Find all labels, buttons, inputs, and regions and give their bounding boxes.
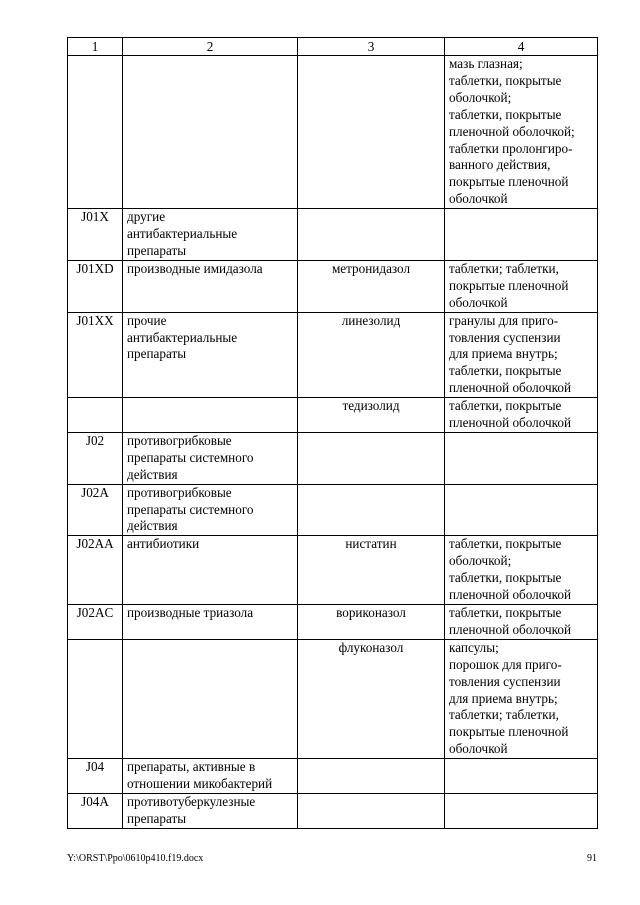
group-name-cell: прочие антибактериальные препараты	[123, 312, 298, 398]
dosage-form-cell	[445, 793, 598, 828]
atc-code-cell: J04A	[68, 793, 123, 828]
document-path: Y:\ORST\Ppo\0610p410.f19.docx	[67, 853, 204, 864]
table-row	[68, 432, 598, 484]
atc-code-cell: J01XX	[68, 312, 123, 398]
dosage-form-cell: капсулы; порошок для приго- товления суспензии для приема внутрь; таблетки; таблетки, покрытые пленочной оболочкой	[445, 639, 598, 758]
inn-cell: линезолид	[298, 312, 445, 398]
dosage-form-cell	[445, 759, 598, 794]
dosage-form-cell: таблетки, покрытые пленочной оболочкой	[445, 398, 598, 433]
atc-code-cell	[68, 398, 123, 433]
group-name-cell: производные имидазола	[123, 260, 298, 312]
table-row	[68, 312, 598, 398]
table-row	[68, 536, 598, 605]
drug-table	[67, 37, 598, 829]
atc-code-cell	[68, 56, 123, 209]
inn-cell	[298, 484, 445, 536]
group-name-cell: противогрибковые препараты системного действия	[123, 484, 298, 536]
group-name-cell: противотуберкулезные препараты	[123, 793, 298, 828]
inn-cell	[298, 209, 445, 261]
atc-code-cell: J02	[68, 432, 123, 484]
dosage-form-cell: таблетки; таблетки, покрытые пленочной оболочкой	[445, 260, 598, 312]
group-name-cell: производные триазола	[123, 605, 298, 640]
table-row	[68, 793, 598, 828]
inn-cell: метронидазол	[298, 260, 445, 312]
group-name-cell: антибиотики	[123, 536, 298, 605]
table-row	[68, 260, 598, 312]
inn-cell: флуконазол	[298, 639, 445, 758]
table-header-row	[68, 38, 598, 56]
inn-cell	[298, 759, 445, 794]
atc-code-cell: J04	[68, 759, 123, 794]
column-header-2: 2	[123, 38, 298, 56]
inn-cell	[298, 432, 445, 484]
dosage-form-cell	[445, 209, 598, 261]
table-row	[68, 209, 598, 261]
atc-code-cell	[68, 639, 123, 758]
table-row	[68, 398, 598, 433]
atc-code-cell: J02AC	[68, 605, 123, 640]
dosage-form-cell	[445, 432, 598, 484]
dosage-form-cell: гранулы для приго- товления суспензии для приема внутрь; таблетки, покрытые пленочной оболочкой	[445, 312, 598, 398]
group-name-cell	[123, 639, 298, 758]
group-name-cell	[123, 56, 298, 209]
group-name-cell: препараты, активные в отношении микобактерий	[123, 759, 298, 794]
inn-cell: тедизолид	[298, 398, 445, 433]
table-row	[68, 639, 598, 758]
inn-cell	[298, 793, 445, 828]
atc-code-cell: J02A	[68, 484, 123, 536]
table-row	[68, 605, 598, 640]
atc-code-cell: J01X	[68, 209, 123, 261]
inn-cell: вориконазол	[298, 605, 445, 640]
column-header-4: 4	[445, 38, 598, 56]
atc-code-cell: J01XD	[68, 260, 123, 312]
group-name-cell: противогрибковые препараты системного действия	[123, 432, 298, 484]
dosage-form-cell: таблетки, покрытые пленочной оболочкой	[445, 605, 598, 640]
table-row	[68, 759, 598, 794]
column-header-1: 1	[68, 38, 123, 56]
atc-code-cell: J02AA	[68, 536, 123, 605]
dosage-form-cell: мазь глазная; таблетки, покрытые оболочкой; таблетки, покрытые пленочной оболочкой; таблетки пролонгиро- ванного действия, покрытые пленочной оболочкой	[445, 56, 598, 209]
dosage-form-cell: таблетки, покрытые оболочкой; таблетки, покрытые пленочной оболочкой	[445, 536, 598, 605]
inn-cell: нистатин	[298, 536, 445, 605]
group-name-cell: другие антибактериальные препараты	[123, 209, 298, 261]
page-number: 91	[587, 853, 597, 864]
inn-cell	[298, 56, 445, 209]
table-row	[68, 56, 598, 209]
table-row	[68, 484, 598, 536]
dosage-form-cell	[445, 484, 598, 536]
column-header-3: 3	[298, 38, 445, 56]
group-name-cell	[123, 398, 298, 433]
